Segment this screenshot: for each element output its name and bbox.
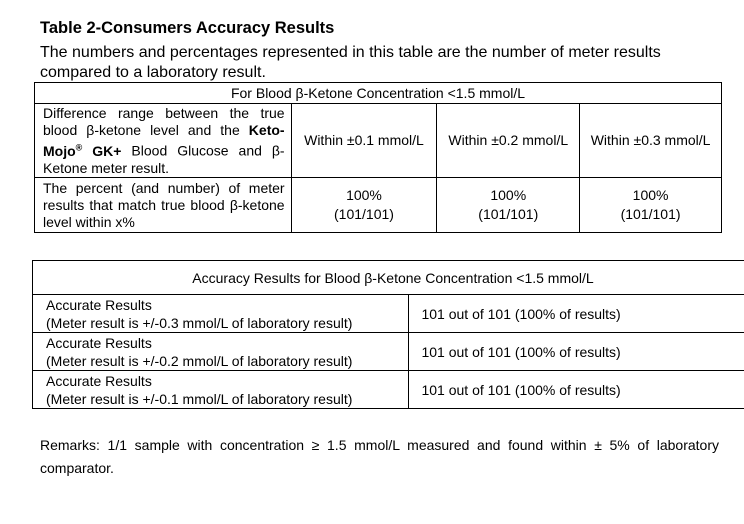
percent-cell-2: 100% (101/101) <box>580 178 722 233</box>
result-label: Accurate Results (Meter result is +/-0.3 mmol/L of laboratory result) <box>33 295 409 333</box>
table-header: Accuracy Results for Blood β-Ketone Concentration <1.5 mmol/L <box>33 261 744 295</box>
table-row <box>35 178 722 233</box>
range-cell-0: Within ±0.1 mmol/L <box>291 104 437 178</box>
table-row <box>33 333 744 371</box>
table-row <box>35 104 722 178</box>
result-value: 101 out of 101 (100% of results) <box>409 333 744 371</box>
intro-text: The numbers and percentages represented in this table are the number of meter results compared to a laboratory result. <box>40 44 661 81</box>
range-cell-2: Within ±0.3 mmol/L <box>580 104 722 178</box>
consumer-accuracy-table <box>34 82 722 233</box>
range-cell-1: Within ±0.2 mmol/L <box>437 104 580 178</box>
result-value: 101 out of 101 (100% of results) <box>409 371 744 409</box>
table-row <box>33 295 744 333</box>
result-value: 101 out of 101 (100% of results) <box>409 295 744 333</box>
result-label: Accurate Results (Meter result is +/-0.2 mmol/L of laboratory result) <box>33 333 409 371</box>
result-label: Accurate Results (Meter result is +/-0.1 mmol/L of laboratory result) <box>33 371 409 409</box>
percent-match-label: The percent (and number) of meter results that match true blood β-ketone level within x% <box>35 178 292 233</box>
brand-name: Keto-Mojo® GK+ <box>43 122 285 159</box>
percent-cell-1: 100% (101/101) <box>437 178 580 233</box>
table-header-row <box>33 261 744 295</box>
table-header-row <box>35 83 722 104</box>
remarks-text: Remarks: 1/1 sample with concentration ≥ 1.5 mmol/L measured and found within ± 5% of laboratory comparator. <box>40 437 719 476</box>
table-title: Table 2-Consumers Accuracy Results <box>40 19 335 37</box>
table-row <box>33 371 744 409</box>
difference-range-label: Difference range between the true blood β-ketone level and the Keto-Mojo® GK+ Blood Glucose and β-Ketone meter result. <box>35 104 292 178</box>
accuracy-results-table <box>32 260 744 409</box>
table-header: For Blood β-Ketone Concentration <1.5 mmol/L <box>35 83 722 104</box>
percent-cell-0: 100% (101/101) <box>291 178 437 233</box>
